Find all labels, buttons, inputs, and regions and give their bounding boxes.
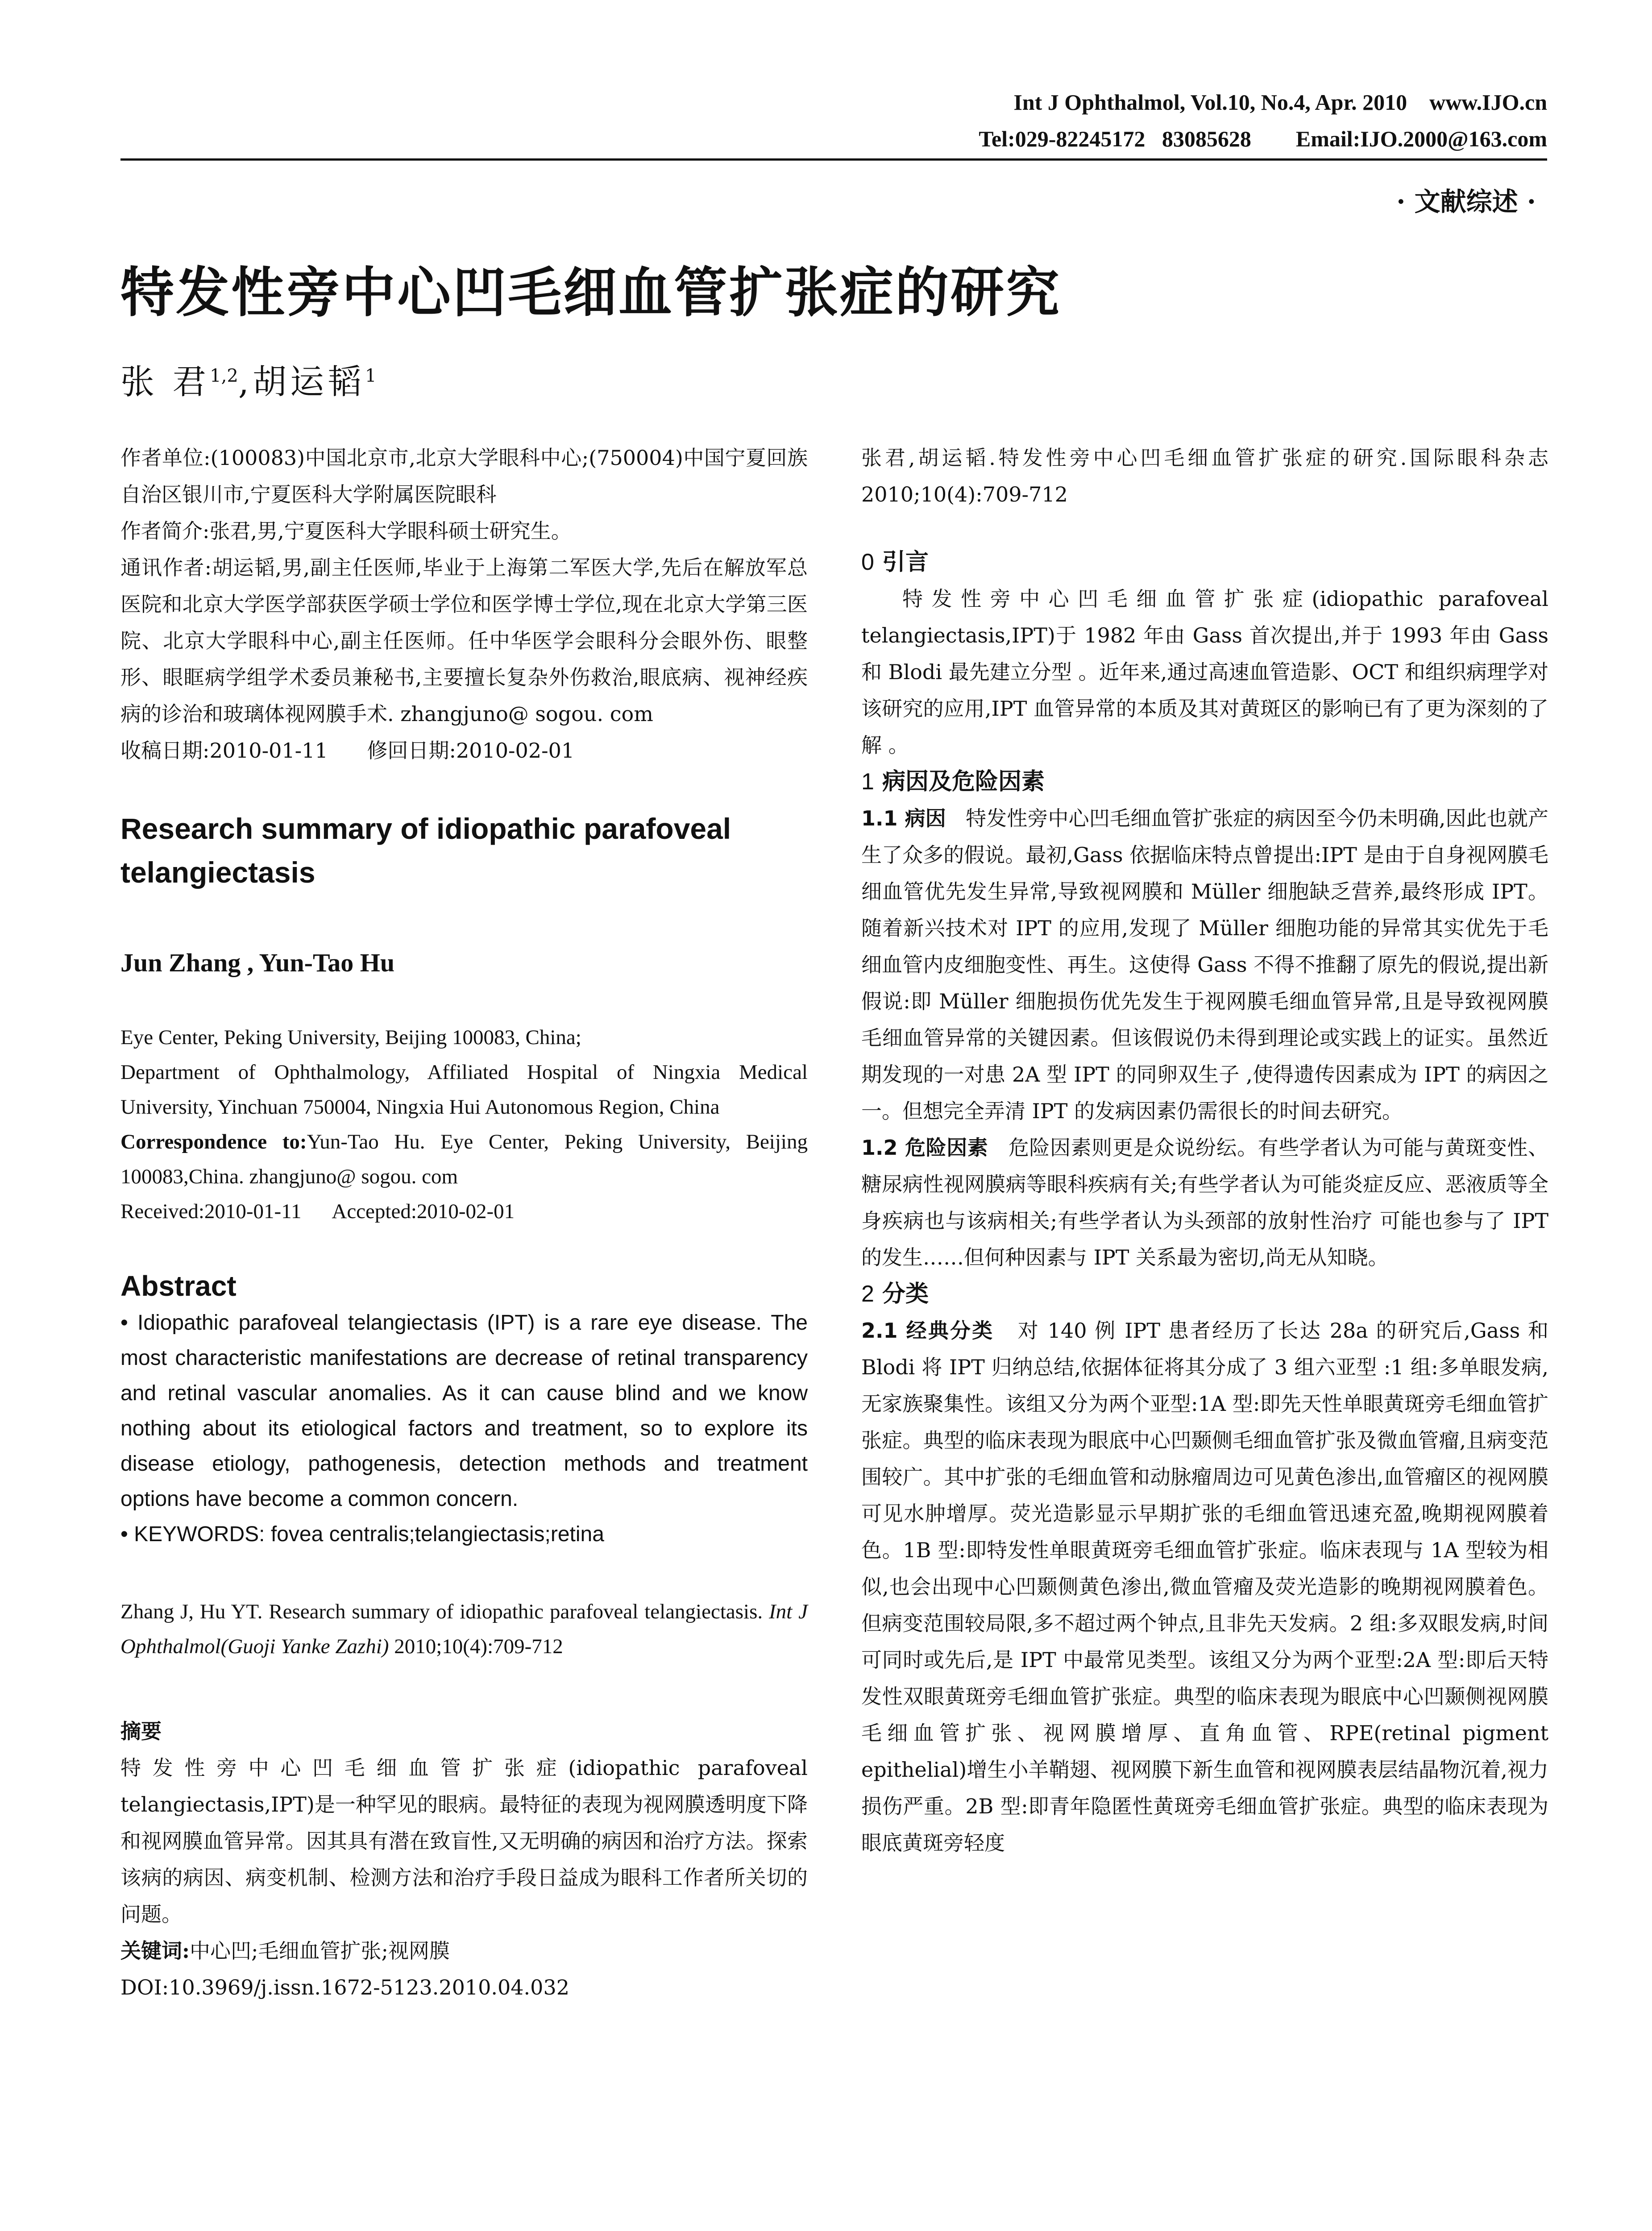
section-2-title: 分类 — [882, 1281, 929, 1307]
corresponding-author: 通讯作者:胡运韬,男,副主任医师,毕业于上海第二军医大学,先后在解放军总医院和北京大学医学部获医学硕士学位和医学博士学位,现在北京大学第三医院、北京大学眼科中心,副主任医师。任中华医学会眼科分会眼外伤、眼整形、眼眶病学组学术委员兼秘书,主要擅长复杂外伤救治,眼底病、视神经疾病的诊治和玻璃体视网膜手术. zhangjuno@ sogou. com — [120, 556, 808, 726]
author-1-affil: 1,2 — [210, 365, 238, 386]
author-2: 胡运韬 — [252, 362, 365, 402]
section-1-2-heading: 1.2 危险因素 — [861, 1136, 988, 1160]
article-title: 特发性旁中心凹毛细血管扩张症的研究 — [120, 262, 1061, 324]
header-rule — [120, 158, 1547, 161]
correspondence-label: Correspondence to: — [120, 1130, 307, 1153]
section-1-1 — [861, 800, 1548, 1129]
section-2-1-body: 对 140 例 IPT 患者经历了长达 28a 的研究后,Gass 和 Blodi 将 IPT 归纳总结,依据体征将其分成了 3 组六亚型 :1 组:多单眼发病,无家族聚集性。该组又分为两个亚型:1A 型:即先天性单眼黄斑旁毛细血管扩张症。典型的临床表现为眼底中心凹颞侧毛细血管扩张及微血管瘤,且病变范围较广。其中扩张的毛细血管和动脉瘤周边可见黄色渗出,血管瘤区的视网膜可见水肿增厚。荧光造影显示早期扩张的毛细血管迅速充盈,晚期视网膜着色。1B 型:即特发性单眼黄斑旁毛细血管扩张症。临床表现与 1A 型较为相似,也会出现中心凹颞侧黄色渗出,微血管瘤及荧光造影的晚期视网膜着色。但病变范围较局限,多不超过两个钟点,且非先天发病。2 组:多双眼发病,时间可同时或先后,是 IPT 中最常见类型。该组又分为两个亚型:2A 型:即后天特发性双眼黄斑旁毛细血管扩张症。典型的临床表现为眼底中心凹颞侧视网膜毛细血管扩张、视网膜增厚、直角血管、RPE(retinal pigment epithelial)增生小羊鞘翅、视网膜下新生血管和视网膜表层结晶物沉着,视力损伤严重。2B 型:即青年隐匿性黄斑旁毛细血管扩张症。典型的临床表现为眼底黄斑旁轻度 — [861, 1319, 1548, 1855]
correspondence-text: Yun-Tao Hu. Eye Center, Peking University, Beijing 100083,China. zhangjuno@ sogou. com — [120, 1130, 808, 1188]
section-1-2-body: 危险因素则更是众说纷纭。有些学者认为可能与黄斑变性、糖尿病性视网膜病等眼科疾病有关;有些学者认为可能炎症反应、恶液质等全身疾病也与该病相关;有些学者认为头颈部的放射性治疗 可能也参与了 IPT 的发生……但何种因素与 IPT 关系最为密切,尚无从知晓。 — [861, 1136, 1548, 1269]
english-dates: Received:2010-01-11 Accepted:2010-02-01 — [120, 1200, 515, 1223]
author-bio: 作者简介:张君,男,宁夏医科大学眼科硕士研究生。 — [120, 519, 572, 543]
section-1-2 — [861, 1129, 1548, 1276]
right-column — [861, 440, 1548, 1861]
section-tag: · 文献综述 · — [1396, 187, 1536, 217]
doi: DOI:10.3969/j.issn.1672-5123.2010.04.032 — [120, 1975, 569, 1999]
author-2-affil: 1 — [365, 365, 377, 386]
section-2-heading — [861, 1276, 1548, 1312]
chinese-citation: 张君,胡运韬.特发性旁中心凹毛细血管扩张症的研究.国际眼科杂志 2010;10(4):709-712 — [861, 446, 1548, 506]
section-0-number: 0 — [861, 549, 874, 575]
english-affiliation-1: Eye Center, Peking University, Beijing 100083, China; — [120, 1026, 581, 1049]
citation-journal: Int J Ophthalmol(Guoji Yanke Zazhi) — [120, 1600, 808, 1658]
english-citation — [120, 1594, 808, 1664]
abstract-keywords: • KEYWORDS: fovea centralis;telangiectasis;retina — [120, 1522, 604, 1546]
citation-authors-title: Zhang J, Hu YT. Research summary of idiopathic parafoveal telangiectasis. — [120, 1600, 769, 1623]
section-0-title: 引言 — [882, 549, 929, 576]
section-1-1-heading: 1.1 病因 — [861, 806, 946, 830]
cn-abstract-heading: 摘要 — [120, 1719, 162, 1743]
cn-keywords — [120, 1932, 808, 1969]
section-0-body: 特发性旁中心凹毛细血管扩张症(idiopathic parafoveal telangiectasis,IPT)于 1982 年由 Gass 首次提出,并于 1993 年由 Gass 和 Blodi 最先建立分型 。近年来,通过高速血管造影、OCT 和组织病理学对该研究的应用,IPT 血管异常的本质及其对黄斑区的影响已有了更为深刻的了解 。 — [861, 587, 1548, 757]
journal-header-line1: Int J Ophthalmol, Vol.10, No.4, Apr. 2010 www.IJO.cn — [1013, 90, 1547, 115]
english-affiliations — [120, 1020, 808, 1229]
english-authors: Jun Zhang , Yun-Tao Hu — [120, 948, 395, 977]
section-0-heading — [861, 544, 1548, 581]
cn-keywords-text: 中心凹;毛细血管扩张;视网膜 — [189, 1939, 450, 1963]
citation-volume: 2010;10(4):709-712 — [389, 1635, 563, 1658]
abstract-body: • Idiopathic parafoveal telangiectasis (IPT) is a rare eye disease. The most characteristic manifestations are decrease of retinal transparency and retinal vascular anomalies. As it can cause blind and we know nothing about its etiological factors and treatment, so to explore its disease etiology, pathogenesis, detection methods and treatment options have become a common concern. — [120, 1311, 808, 1511]
journal-header-line2: Tel:029-82245172 83085628 Email:IJO.2000@163.com — [979, 126, 1547, 151]
english-title: Research summary of idiopathic parafoveal telangiectasis — [120, 812, 731, 889]
cn-keywords-label: 关键词: — [120, 1939, 190, 1963]
section-1-title: 病因及危险因素 — [882, 768, 1045, 795]
english-affiliation-2: Department of Ophthalmology, Affiliated Hospital of Ningxia Medical University, Yinchuan 750004, Ningxia Hui Autonomous Region, China — [120, 1061, 808, 1119]
section-2-1 — [861, 1312, 1548, 1861]
abstract-heading: Abstract — [120, 1270, 237, 1302]
section-2-number: 2 — [861, 1281, 874, 1307]
section-1-number: 1 — [861, 769, 874, 795]
section-1-1-body: 特发性旁中心凹毛细血管扩张症的病因至今仍未明确,因此也就产生了众多的假说。最初,Gass 依据临床特点曾提出:IPT 是由于自身视网膜毛细血管优先发生异常,导致视网膜和 Müller 细胞缺乏营养,最终形成 IPT。随着新兴技术对 IPT 的应用,发现了 Müller 细胞功能的异常其实优先于毛细血管内皮细胞变性、再生。这使得 Gass 不得不推翻了原先的假说,提出新假说:即 Müller 细胞损伤优先发生于视网膜毛细血管异常,且是导致视网膜毛细血管异常的关键因素。但该假说仍未得到理论或实践上的证实。虽然近期发现的一对患 2A 型 IPT 的同卵双生子 ,使得遗传因素成为 IPT 的病因之一。但想完全弄清 IPT 的发病因素仍需很长的时间去研究。 — [861, 806, 1548, 1123]
dates-cn: 收稿日期:2010-01-11 修回日期:2010-02-01 — [120, 738, 575, 763]
authors — [120, 355, 376, 403]
author-separator: , — [238, 362, 253, 402]
left-column — [120, 440, 808, 2006]
author-1: 张 君 — [120, 362, 210, 402]
cn-abstract-body: 特发性旁中心凹毛细血管扩张症(idiopathic parafoveal telangiectasis,IPT)是一种罕见的眼病。最特征的表现为视网膜透明度下降和视网膜血管异常。因其具有潜在致盲性,又无明确的病因和治疗方法。探索该病的病因、病变机制、检测方法和治疗手段日益成为眼科工作者所关切的问题。 — [120, 1756, 808, 1926]
section-2-1-heading: 2.1 经典分类 — [861, 1319, 994, 1343]
affiliation-units: 作者单位:(100083)中国北京市,北京大学眼科中心;(750004)中国宁夏回族自治区银川市,宁夏医科大学附属医院眼科 — [120, 446, 808, 506]
english-correspondence — [120, 1124, 808, 1194]
section-1-heading — [861, 763, 1548, 800]
